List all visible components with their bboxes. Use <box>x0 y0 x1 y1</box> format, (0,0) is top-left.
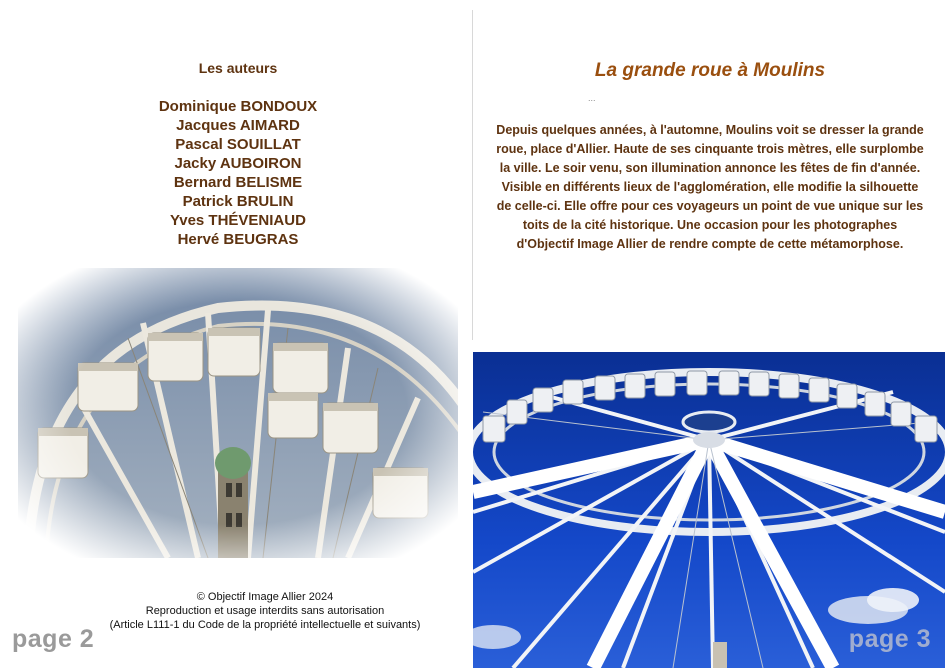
author-name: Pascal SOUILLAT <box>175 136 301 153</box>
copyright-line: Reproduction et usage interdits sans autorisation <box>145 605 385 617</box>
author-name: Hervé BEUGRAS <box>177 231 299 248</box>
author-name: Yves THÉVENIAUD <box>170 212 306 229</box>
copyright-line: (Article L111-1 du Code de la propriété intellectuelle et suivants) <box>109 619 421 631</box>
page-number-left: page 2 <box>12 625 95 653</box>
authors-list <box>0 97 472 249</box>
ferris-wheel-photo-left <box>18 268 458 558</box>
left-page <box>0 0 472 668</box>
author-name: Dominique BONDOUX <box>158 98 318 115</box>
ellipsis-mark: ... <box>588 93 596 103</box>
copyright-line: © Objectif Image Allier 2024 <box>196 591 334 603</box>
right-page <box>473 0 945 668</box>
author-name: Jacky AUBOIRON <box>174 155 302 172</box>
authors-heading: Les auteurs <box>198 60 278 76</box>
ferris-wheel-photo-right <box>473 352 945 668</box>
author-name: Jacques AIMARD <box>176 117 300 134</box>
author-name: Patrick BRULIN <box>182 193 294 210</box>
author-name: Bernard BELISME <box>173 174 303 191</box>
page-title: La grande roue à Moulins <box>594 60 826 81</box>
page-number-right: page 3 <box>848 625 931 653</box>
intro-paragraph: Depuis quelques années, à l'automne, Moulins voit se dresser la grande roue, place d'Allier. Haute de ses cinquante trois mètres, elle surplombe la ville. Le soir venu, son illumination annonce les fêtes de fin d'année. Visible en différents lieux de l'agglomération, elle modifie la silhouette de celle-ci. Elle offre pour ces voyageurs un point de vue unique sur les toits de la cité historique. Une occasion pour les photographes d'Objectif Image Allier de rendre compte de cette métamorphose. <box>496 123 924 251</box>
